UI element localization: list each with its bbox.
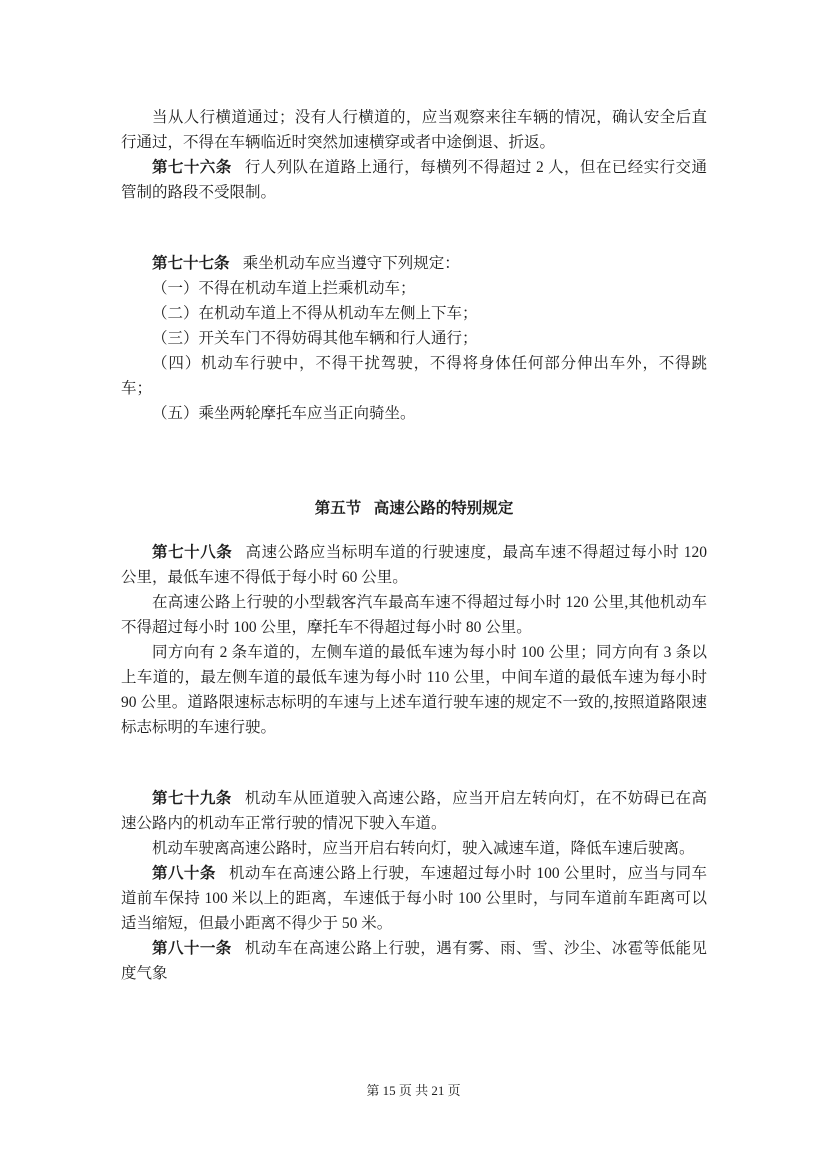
article-80-text: 机动车在高速公路上行驶，车速超过每小时 100 公里时，应当与同车道前车保持 100 米以上的距离，车速低于每小时 100 公里时，与同车道前车距离可以适当缩短，但最小距离不得少于 50 米。 bbox=[121, 865, 707, 932]
section-heading-title: 高速公路的特别规定 bbox=[373, 500, 514, 517]
article-78-text: 高速公路应当标明车道的行驶速度，最高车速不得超过每小时 120 公里，最低车速不得低于每小时 60 公里。 bbox=[121, 544, 707, 586]
section-heading bbox=[121, 496, 707, 521]
article-78-p1 bbox=[121, 540, 707, 590]
article-78 bbox=[121, 540, 707, 740]
article-79-text: 机动车从匝道驶入高速公路，应当开启左转向灯，在不妨碍已在高速公路内的机动车正常行驶的情况下驶入车道。 bbox=[121, 790, 707, 832]
article-80-number: 第八十条 bbox=[152, 865, 216, 882]
section-heading-number: 第五节 bbox=[314, 500, 362, 517]
article-81 bbox=[121, 936, 707, 986]
article-76-number: 第七十六条 bbox=[152, 159, 232, 176]
article-78-p3: 同方向有 2 条车道的，左侧车道的最低车速为每小时 100 公里；同方向有 3 条以上车道的，最左侧车道的最低车速为每小时 110 公里，中间车道的最低车速为每小时 90 公里。道路限速标志标明的车速与上述车道行驶车速的规定不一致的,按照道路限速标志标明的车速行驶。 bbox=[121, 644, 707, 736]
article-76-text: 行人列队在道路上通行，每横列不得超过 2 人，但在已经实行交通管制的路段不受限制。 bbox=[121, 159, 707, 201]
article-77-item-3: （三）开关车门不得妨碍其他车辆和行人通行； bbox=[152, 330, 478, 347]
article-77-item-1: （一）不得在机动车道上拦乘机动车； bbox=[152, 280, 416, 297]
article-79-number: 第七十九条 bbox=[152, 790, 232, 807]
article-81-text: 机动车在高速公路上行驶，遇有雾、雨、雪、沙尘、冰雹等低能见度气象 bbox=[121, 940, 707, 982]
article-80 bbox=[121, 861, 707, 936]
page-footer: 第 15 页 共 21 页 bbox=[366, 1083, 461, 1098]
article-76 bbox=[121, 155, 707, 205]
article-78-p2: 在高速公路上行驶的小型载客汽车最高车速不得超过每小时 120 公里,其他机动车不得超过每小时 100 公里，摩托车不得超过每小时 80 公里。 bbox=[121, 594, 707, 636]
article-77-text: 乘坐机动车应当遵守下列规定： bbox=[242, 255, 460, 272]
article-78-number: 第七十八条 bbox=[152, 544, 233, 561]
article-81-number: 第八十一条 bbox=[152, 940, 232, 957]
article-77 bbox=[121, 251, 707, 426]
article-77-item-2: （二）在机动车道上不得从机动车左侧上下车； bbox=[152, 305, 478, 322]
article-79 bbox=[121, 786, 707, 861]
article-77-item-4: （四）机动车行驶中，不得干扰驾驶，不得将身体任何部分伸出车外，不得跳车； bbox=[121, 355, 707, 397]
article-77-item-5: （五）乘坐两轮摩托车应当正向骑坐。 bbox=[152, 405, 416, 422]
article-79-p2: 机动车驶离高速公路时，应当开启右转向灯，驶入减速车道，降低车速后驶离。 bbox=[152, 840, 695, 857]
article-77-lead bbox=[121, 251, 707, 276]
lead-paragraph: 当从人行横道通过；没有人行横道的，应当观察来往车辆的情况，确认安全后直行通过，不得在车辆临近时突然加速横穿或者中途倒退、折返。 bbox=[121, 109, 707, 151]
article-79-p1 bbox=[121, 786, 707, 836]
article-77-number: 第七十七条 bbox=[152, 255, 230, 272]
